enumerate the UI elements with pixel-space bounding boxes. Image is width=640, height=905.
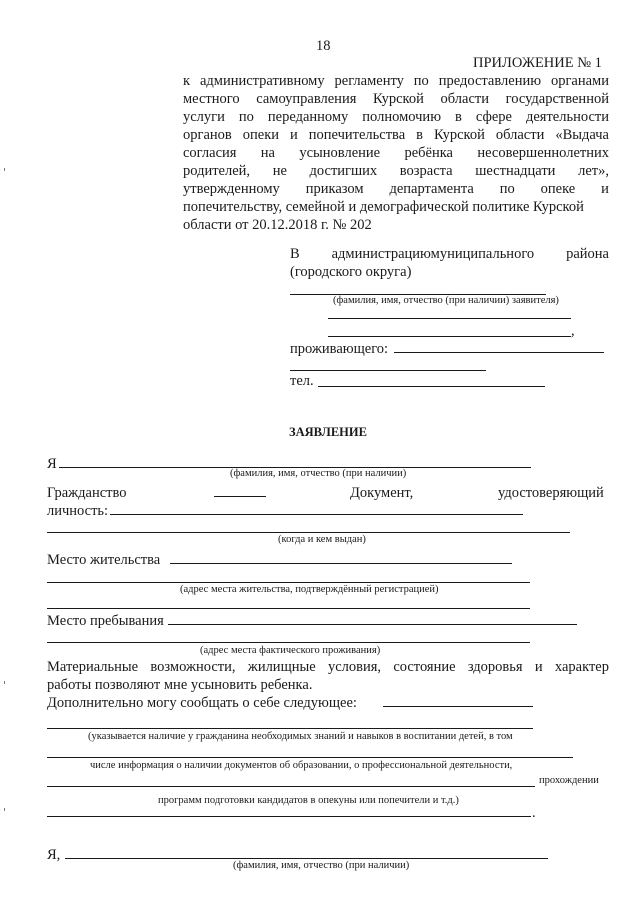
citizenship-field[interactable] bbox=[214, 496, 266, 497]
identity-field[interactable] bbox=[110, 514, 523, 515]
stay-caption: (адрес места фактического проживания) bbox=[200, 645, 381, 656]
appendix-word: услуги bbox=[183, 109, 225, 125]
appendix-text bbox=[183, 72, 609, 234]
appendix-line bbox=[183, 180, 609, 198]
appendix-word: Курской bbox=[373, 91, 424, 107]
appendix-word: родителей, bbox=[183, 163, 251, 179]
appendix-word: сфере bbox=[475, 109, 512, 125]
appendix-word: попечительству, семейной и демографической политике Курской bbox=[183, 199, 584, 215]
material-word: Материальные bbox=[47, 659, 139, 675]
appendix-word: и bbox=[290, 127, 298, 143]
residence-field-2[interactable] bbox=[47, 582, 530, 583]
appendix-word: области bbox=[495, 127, 545, 143]
appendix-word: государственной bbox=[505, 91, 609, 107]
appendix-word: утвержденному bbox=[183, 181, 280, 197]
appendix-line bbox=[183, 126, 609, 144]
scan-mark-1 bbox=[4, 168, 5, 171]
page-number: 18 bbox=[316, 38, 331, 54]
appendix-line bbox=[183, 144, 609, 162]
applicant-fio-caption: (фамилия, имя, отчество (при наличии) заявителя) bbox=[333, 295, 559, 306]
material-word: и bbox=[534, 659, 543, 675]
appendix-word: области bbox=[440, 91, 489, 107]
material-word: возможности, bbox=[150, 659, 236, 675]
appendix-word: по bbox=[499, 181, 515, 197]
appendix-word: в bbox=[455, 109, 462, 125]
addressee-line-1 bbox=[290, 245, 609, 263]
additional-caption-3-tail: прохождении bbox=[539, 775, 599, 786]
material-word: характер bbox=[554, 659, 609, 675]
appendix-line bbox=[183, 90, 609, 108]
additional-field-4[interactable] bbox=[47, 786, 535, 787]
document-label: Документ, bbox=[350, 485, 414, 501]
residence-caption: (адрес места жительства, подтверждённый регистрацией) bbox=[180, 584, 439, 595]
appendix-word: ребёнка bbox=[404, 145, 453, 161]
appendix-line bbox=[183, 162, 609, 180]
appendix-word: к bbox=[183, 73, 191, 89]
scan-mark-3 bbox=[4, 808, 5, 811]
appendix-word: регламенту bbox=[334, 73, 404, 89]
appendix-word: приказом bbox=[305, 181, 364, 197]
additional-field-3[interactable] bbox=[47, 757, 573, 758]
residing-field-2[interactable] bbox=[290, 370, 486, 371]
appendix-word: опеки bbox=[242, 127, 279, 143]
appendix-word: по bbox=[238, 109, 254, 125]
appendix-word: деятельности bbox=[525, 109, 609, 125]
residing-label: проживающего: bbox=[290, 341, 389, 357]
appendix-heading: ПРИЛОЖЕНИЕ № 1 bbox=[473, 55, 602, 71]
additional-field[interactable] bbox=[383, 706, 533, 707]
applicant-fio-comma: , bbox=[571, 323, 575, 339]
appendix-word: достигших bbox=[309, 163, 378, 179]
appendix-word: переданному bbox=[267, 109, 349, 125]
stay-field[interactable] bbox=[168, 624, 577, 625]
applicant-fio-field-2[interactable] bbox=[328, 318, 571, 319]
citizenship-label: Гражданство bbox=[47, 485, 127, 501]
applicant-fio-field-3[interactable] bbox=[328, 336, 571, 337]
identity-label: личность: bbox=[47, 503, 109, 519]
fio-field-2[interactable] bbox=[65, 858, 548, 859]
material-word: условия, bbox=[327, 659, 382, 675]
additional-caption-1: (указывается наличие у гражданина необходимых знаний и навыков в воспитании детей, в том bbox=[88, 731, 513, 742]
stay-field-2[interactable] bbox=[47, 642, 530, 643]
appendix-word: органов bbox=[183, 127, 232, 143]
appendix-word: согласия bbox=[183, 145, 237, 161]
scan-mark-2 bbox=[4, 681, 5, 684]
material-line-2: работы позволяют мне усыновить ребенка. bbox=[47, 677, 313, 693]
appendix-word: самоуправления bbox=[256, 91, 357, 107]
appendix-word: административному bbox=[199, 73, 325, 89]
appendix-line bbox=[183, 198, 609, 216]
appendix-word: департамента bbox=[389, 181, 474, 197]
appendix-word: шестнадцати bbox=[475, 163, 556, 179]
additional-caption-4: программ подготовки кандидатов в опекуны или попечители и т.д.) bbox=[158, 795, 459, 806]
appendix-word: попечительства bbox=[308, 127, 406, 143]
appendix-line bbox=[183, 72, 609, 90]
residence-field[interactable] bbox=[170, 563, 512, 564]
ya2-label: Я, bbox=[47, 847, 61, 863]
addressee-word: администрациюмуниципального bbox=[331, 246, 535, 262]
issued-caption: (когда и кем выдан) bbox=[278, 534, 366, 545]
residence-field-3[interactable] bbox=[47, 608, 530, 609]
appendix-line bbox=[183, 108, 609, 126]
residence-label: Место жительства bbox=[47, 552, 161, 568]
additional-period: . bbox=[532, 805, 536, 821]
material-word: жилищные bbox=[247, 659, 316, 675]
material-word: состояние bbox=[393, 659, 456, 675]
appendix-word: органами bbox=[550, 73, 609, 89]
addressee-word: В bbox=[290, 246, 300, 262]
material-word: здоровья bbox=[467, 659, 523, 675]
appendix-word: возраста bbox=[399, 163, 453, 179]
statement-title: ЗАЯВЛЕНИЕ bbox=[289, 425, 367, 439]
appendix-word: несовершеннолетних bbox=[477, 145, 609, 161]
fio-caption-2: (фамилия, имя, отчество (при наличии) bbox=[233, 860, 410, 871]
appendix-word: в bbox=[416, 127, 424, 143]
appendix-word: на bbox=[260, 145, 275, 161]
addressee-line-2: (городского округа) bbox=[290, 264, 412, 280]
additional-field-5[interactable] bbox=[47, 816, 531, 817]
addressee-word: района bbox=[566, 246, 609, 262]
identity-field-2[interactable] bbox=[47, 532, 570, 533]
phone-field[interactable] bbox=[318, 386, 545, 387]
fio-caption: (фамилия, имя, отчество (при наличии) bbox=[230, 468, 407, 479]
residing-field[interactable] bbox=[394, 352, 604, 353]
appendix-word: местного bbox=[183, 91, 240, 107]
material-line-1 bbox=[47, 658, 609, 676]
appendix-last-line: области от 20.12.2018 г. № 202 bbox=[183, 217, 372, 233]
appendix-word: и bbox=[601, 181, 609, 197]
additional-caption-2: числе информация о наличии документов об образовании, о профессиональной деятельности, bbox=[90, 760, 513, 771]
appendix-word: Курской bbox=[434, 127, 485, 143]
certifying-label: удостоверяющий bbox=[498, 485, 604, 501]
appendix-word: усыновление bbox=[299, 145, 381, 161]
appendix-word: предоставлению bbox=[438, 73, 542, 89]
appendix-word: по bbox=[413, 73, 429, 89]
stay-label: Место пребывания bbox=[47, 613, 164, 629]
appendix-word: «Выдача bbox=[555, 127, 609, 143]
ya-label: Я bbox=[47, 456, 57, 472]
appendix-word: лет», bbox=[578, 163, 609, 179]
appendix-word: полномочию bbox=[362, 109, 442, 125]
appendix-word: не bbox=[272, 163, 287, 179]
additional-field-2[interactable] bbox=[47, 728, 533, 729]
additional-label: Дополнительно могу сообщать о себе следующее: bbox=[47, 695, 357, 711]
phone-label: тел. bbox=[290, 373, 314, 389]
appendix-word: опеке bbox=[540, 181, 576, 197]
